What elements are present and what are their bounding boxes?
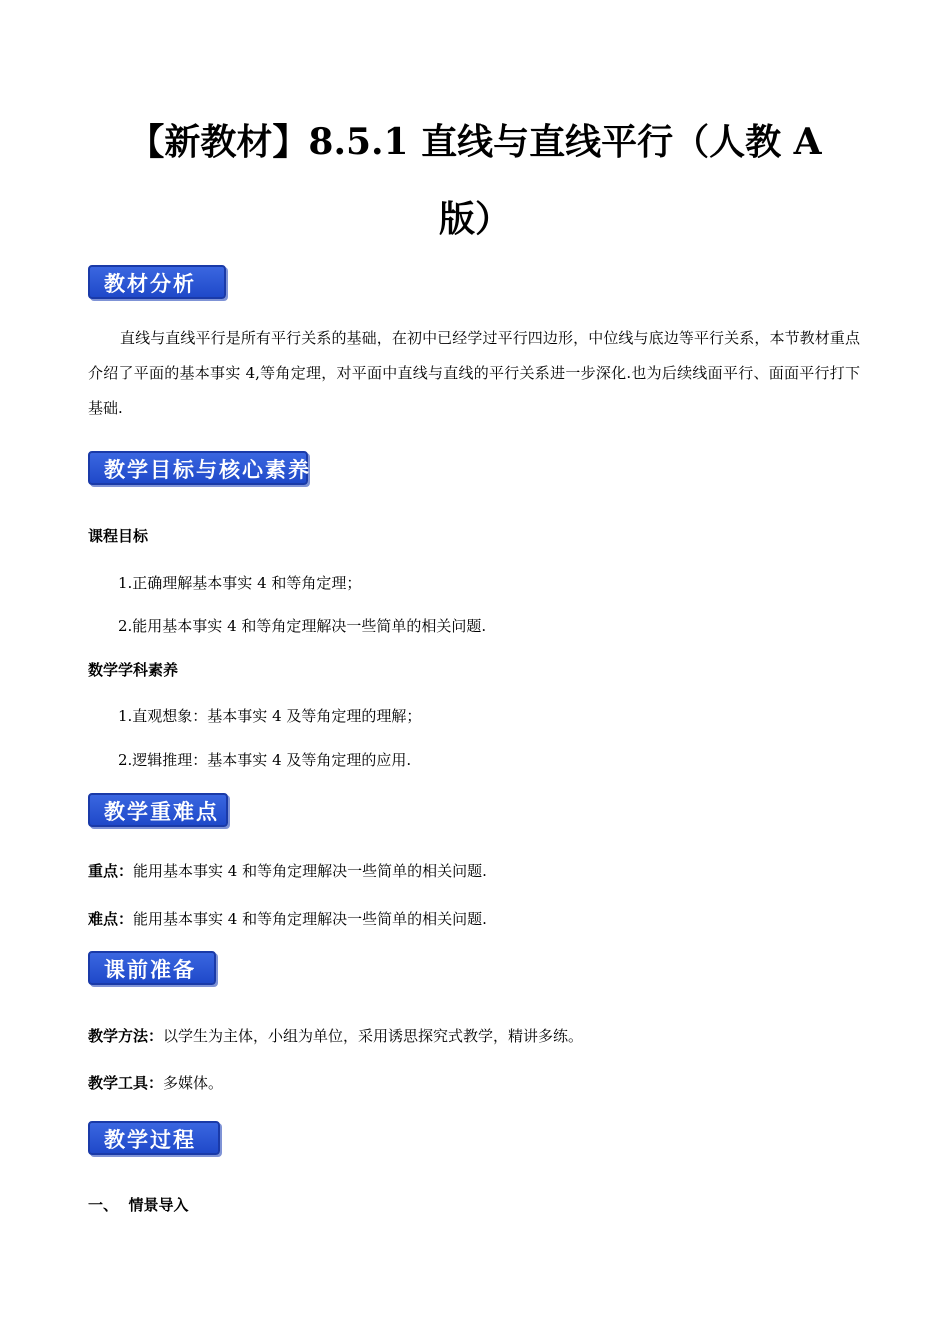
- teaching-tools-label: 教学工具：: [88, 1074, 164, 1092]
- literacy-heading: 数学学科素养: [88, 661, 179, 679]
- section-badge-keypoints: 教学重难点: [88, 793, 228, 827]
- key-point-label: 重点：: [88, 862, 134, 880]
- difficult-point-text: 能用基本事实 4 和等角定理解决一些简单的相关问题.: [133, 910, 487, 928]
- document-title-line2: 版）: [438, 198, 511, 240]
- section-badge-analysis: 教材分析: [88, 265, 226, 299]
- teaching-tools-text: 多媒体。: [163, 1074, 224, 1092]
- literacy-item-2: 2.逻辑推理：基本事实 4 及等角定理的应用.: [118, 751, 412, 769]
- process-step-1: [88, 1194, 188, 1216]
- literacy-item-1: 1.直观想象：基本事实 4 及等角定理的理解；: [118, 707, 422, 725]
- difficult-point-line: [88, 908, 487, 930]
- process-step-1-title: 情景导入: [128, 1196, 189, 1214]
- course-goals-heading: 课程目标: [88, 527, 149, 545]
- section-badge-goals: 教学目标与核心素养: [88, 451, 308, 485]
- teaching-method-line: [88, 1025, 583, 1047]
- section-badge-preparation: 课前准备: [88, 951, 216, 985]
- key-point-text: 能用基本事实 4 和等角定理解决一些简单的相关问题.: [133, 862, 487, 880]
- analysis-paragraph: 直线与直线平行是所有平行关系的基础，在初中已经学过平行四边形，中位线与底边等平行关系，本节教材重点介绍了平面的基本事实 4,等角定理，对平面中直线与直线的平行关系进一步深化.也为后续线面平行、面面平行打下基础.: [88, 329, 860, 417]
- course-goal-item-2: 2.能用基本事实 4 和等角定理解决一些简单的相关问题.: [118, 617, 487, 635]
- key-point-line: [88, 860, 487, 882]
- teaching-method-label: 教学方法：: [88, 1027, 164, 1045]
- document-title-line1: 【新教材】8.5.1 直线与直线平行（人教 A: [128, 121, 822, 163]
- process-step-1-number: 一、: [88, 1196, 119, 1214]
- teaching-tools-line: [88, 1072, 223, 1094]
- section-badge-process: 教学过程: [88, 1121, 220, 1155]
- course-goal-item-1: 1.正确理解基本事实 4 和等角定理；: [118, 574, 362, 592]
- teaching-method-text: 以学生为主体，小组为单位，采用诱思探究式教学，精讲多练。: [163, 1027, 584, 1045]
- difficult-point-label: 难点：: [88, 910, 134, 928]
